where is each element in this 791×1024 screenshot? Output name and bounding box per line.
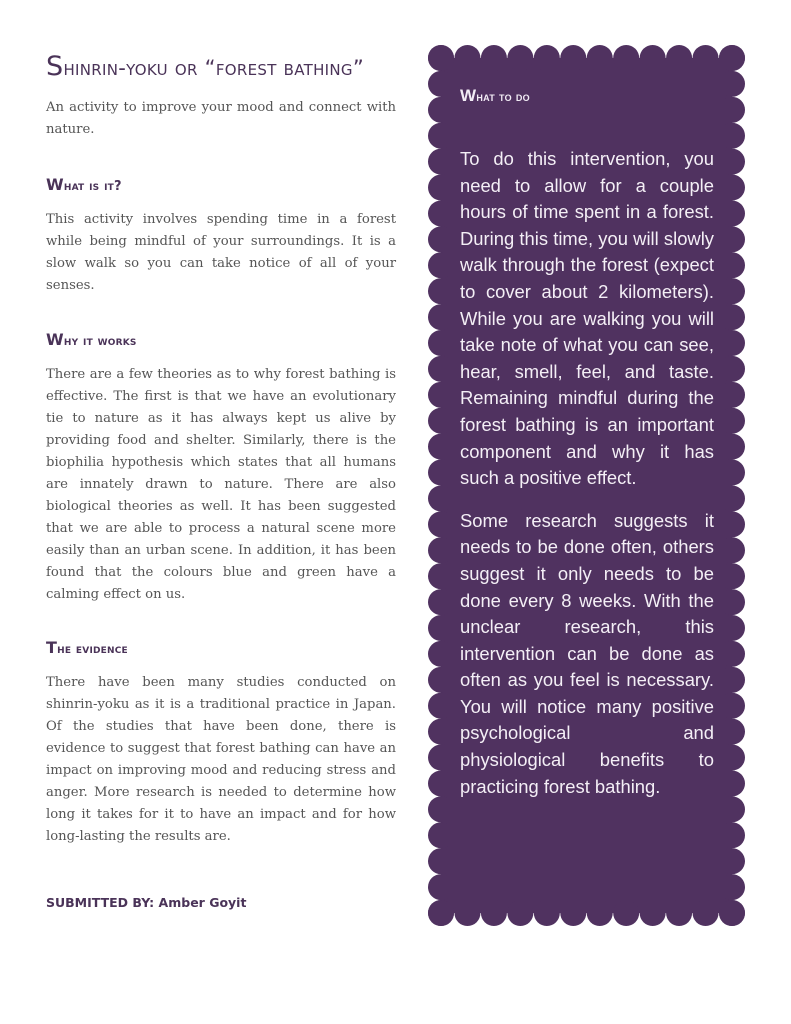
heading-initial: W [46, 330, 64, 349]
box-heading-rest: hat to do [476, 89, 530, 104]
main-column [46, 50, 396, 848]
section-heading-why-it-works [46, 330, 396, 349]
page-title [46, 50, 396, 85]
section-text-evidence: There have been many studies conducted on shinrin-yoku as it is a traditional practice in Japan. Of the studies that have been done, there is evidence to suggest that forest bathing can have an impact on improving mood and reducing stress and anger. More research is needed to determine how long it takes for it to have an impact and for how long-lasting the results are. [46, 675, 396, 844]
section-heading-evidence [46, 638, 396, 657]
heading-rest: hy it works [63, 334, 137, 349]
heading-rest: he evidence [57, 642, 128, 657]
heading-initial: W [46, 175, 64, 194]
title-rest: hinrin-yoku or “forest bathing” [63, 56, 365, 80]
section-text-what-is-it: This activity involves spending time in a forest while being mindful of your surroundings. It is a slow walk so you can take notice of all of your senses. [46, 212, 396, 293]
box-heading [460, 86, 714, 106]
section-text-why-it-works: There are a few theories as to why forest bathing is effective. The first is that we have an evolutionary tie to nature as it has always kept us alive by providing food and shelter. Similarly, there is the biophilia hypothesis which states that all humans are innately drawn to nature. There are also biological theories as well. It has been suggested that we are able to process a natural scene more easily than an urban scene. In addition, it has been found that the colours blue and green have a calming effect on us. [46, 367, 396, 602]
heading-rest: hat is it? [63, 179, 122, 194]
intro-text: An activity to improve your mood and connect with nature. [46, 100, 396, 137]
submitted-label: SUBMITTED BY: [46, 895, 155, 910]
submitted-by [46, 895, 246, 910]
what-to-do-panel [460, 86, 714, 800]
title-initial: S [46, 51, 64, 82]
box-paragraph-1: To do this intervention, you need to allow for a couple hours of time spent in a forest. During this time, you will slowly walk through the forest (expect to cover about 2 kilometers). While you are walking you will take note of what you can see, hear, smell, feel, and taste. Remaining mindful during the forest bathing is an important component and why it has such a positive effect. [460, 148, 714, 489]
author-name: Amber Goyit [158, 895, 247, 910]
box-heading-initial: W [460, 86, 477, 105]
box-paragraph-2: Some research suggests it needs to be done often, others suggest it only needs to be done every 8 weeks. With the unclear research, this intervention can be done as often as you feel is necessary. You will notice many positive psychological and physiological benefits to practicing forest bathing. [460, 509, 714, 797]
heading-initial: T [46, 638, 58, 657]
section-heading-what-is-it [46, 175, 396, 194]
